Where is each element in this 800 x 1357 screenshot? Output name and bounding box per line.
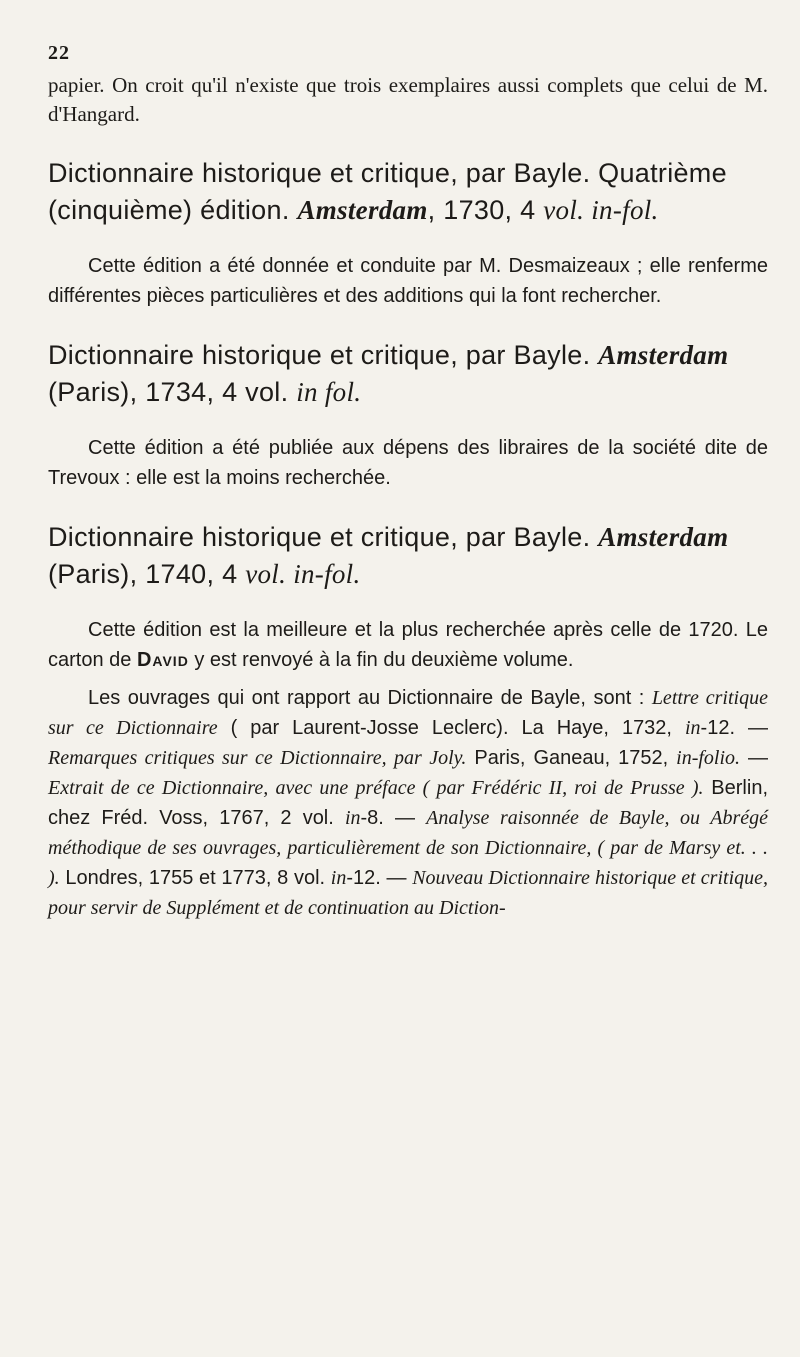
related-title-analyse: Analyse raisonnée de Bayle, ou Abrégé méthodique de ses ouvrages, particulièrement de son Dictionnaire, ( par de Marsy et. . . ). (48, 807, 768, 889)
entry-1-date: , 1730, 4 (427, 195, 536, 225)
entry-3-heading (48, 519, 768, 593)
related-text-3: -12. — (700, 717, 768, 739)
related-format-1: in (684, 717, 701, 739)
related-text-5: — (740, 747, 768, 769)
entry-2-heading (48, 337, 768, 411)
related-format-2: in-folio. (676, 747, 741, 769)
page-number: 22 (48, 42, 70, 64)
related-text-6: Berlin, chez Fréd. Voss, 1767, 2 vol. (48, 777, 768, 829)
related-format-4: in (330, 867, 347, 889)
entry-3-note (48, 615, 768, 675)
entry-3 (48, 519, 768, 923)
related-format-3: in (344, 807, 361, 829)
entry-2-date: (Paris), 1734, 4 vol. (48, 377, 289, 407)
entry-3-format: vol. in-fol. (245, 559, 361, 589)
entry-2-note: Cette édition a été publiée aux dépens des libraires de la société dite de Trevoux : elle est la moins recherchée. (48, 437, 768, 489)
entry-2 (48, 337, 768, 493)
related-text-1: Les ouvrages qui ont rapport au Dictionnaire de Bayle, sont : (88, 687, 652, 709)
entry-3-note-before: Cette édition est la meilleure et la plus recherchée après celle de 1720. Le carton de (48, 619, 768, 671)
intro-paragraph: papier. On croit qu'il n'existe que trois exemplaires aussi complets que celui de M. d'Hangard. (48, 73, 768, 126)
related-text-2: ( par Laurent-Josse Leclerc). La Haye, 1732, (217, 717, 685, 739)
related-title-nouveau: Nouveau Dictionnaire historique et critique, pour servir de Supplément et de continuation au Diction- (48, 867, 769, 919)
entry-1-place: Amsterdam (297, 195, 428, 225)
related-text-7: -8. — (360, 807, 427, 829)
entry-3-title: Dictionnaire historique et critique, par Bayle. (48, 522, 591, 552)
entry-1 (48, 155, 768, 311)
entry-1-note: Cette édition a été donnée et conduite par M. Desmaizeaux ; elle renferme différentes pièces particulières et des additions qui la font rechercher. (48, 255, 768, 307)
related-title-extrait: Extrait de ce Dictionnaire, avec une préface ( par Frédéric II, roi de Prusse ). (48, 777, 704, 799)
related-text-9: -12. — (346, 867, 413, 889)
entry-1-heading (48, 155, 768, 229)
related-title-remarques: Remarques critiques sur ce Dictionnaire, par Joly. (48, 747, 467, 769)
related-works-paragraph (48, 683, 768, 923)
entry-3-note-after: y est renvoyé à la fin du deuxième volume. (194, 649, 574, 671)
entry-1-format: vol. in-fol. (543, 195, 659, 225)
entry-3-place: Amsterdam (598, 522, 729, 552)
entry-1-title: Dictionnaire historique et critique, par Bayle. Quatrième (cinquième) édition. (48, 158, 727, 225)
entry-3-note-name: David (136, 649, 189, 671)
related-text-4: Paris, Ganeau, 1752, (466, 747, 677, 769)
related-title-lettre: Lettre critique sur ce Dictionnaire (48, 687, 768, 739)
entry-2-format: in fol. (296, 377, 362, 407)
entry-3-date: (Paris), 1740, 4 (48, 559, 238, 589)
entry-2-title: Dictionnaire historique et critique, par Bayle. (48, 340, 591, 370)
entry-2-place: Amsterdam (598, 340, 729, 370)
related-text-8: Londres, 1755 et 1773, 8 vol. (59, 867, 331, 889)
